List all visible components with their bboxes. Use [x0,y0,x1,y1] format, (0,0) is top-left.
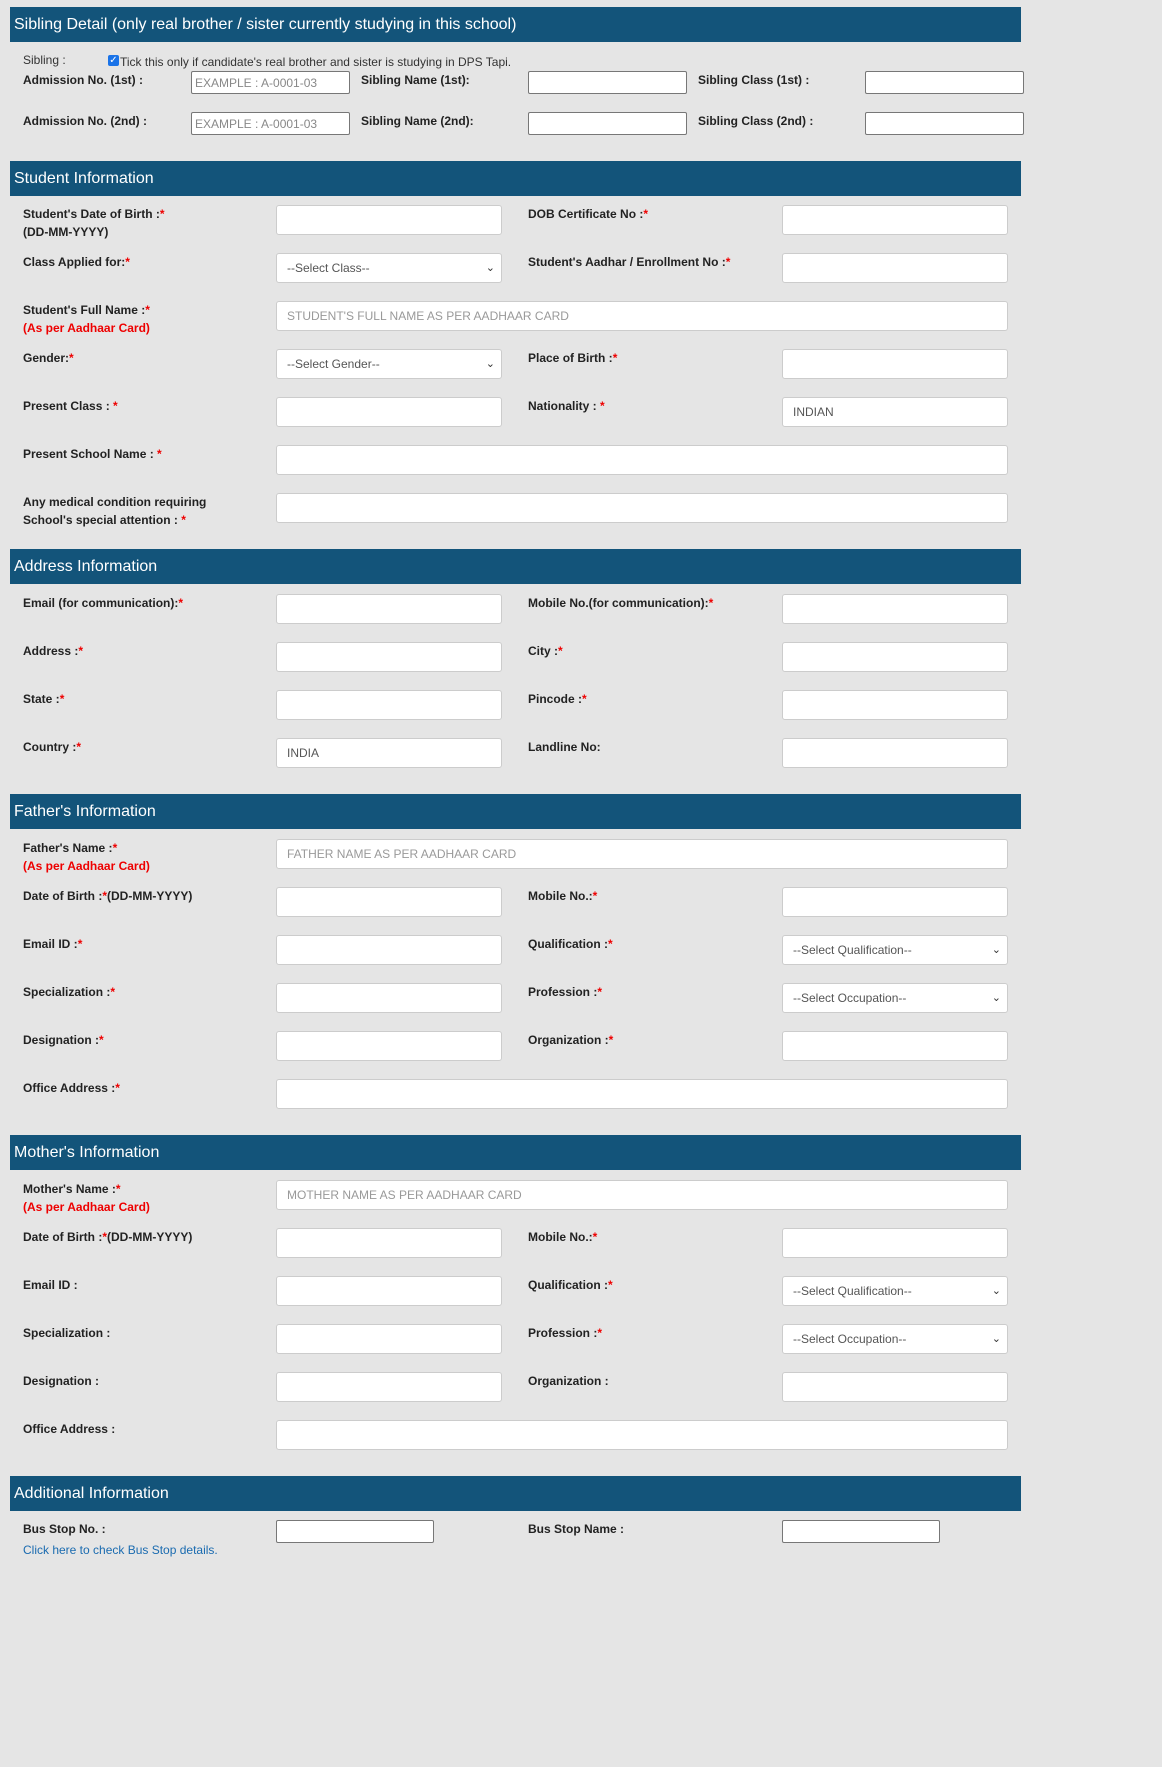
mother-office-address-input[interactable] [276,1420,1008,1450]
father-dob-label: Date of Birth :*(DD-MM-YYYY) [23,889,193,903]
sibling-name-2-label: Sibling Name (2nd): [361,114,474,128]
country-input[interactable] [276,738,502,768]
mother-qualification-select[interactable]: --Select Qualification-- ⌄ [782,1276,1008,1306]
father-organization-input[interactable] [782,1031,1008,1061]
student-dob-input[interactable] [276,205,502,235]
father-name-label: Father's Name :* (As per Aadhaar Card) [23,841,150,873]
student-section-header: Student Information [10,161,1021,196]
admission-2-input[interactable] [191,112,350,135]
address-label: Address :* [23,644,84,658]
medical-condition-input[interactable] [276,493,1008,523]
sibling-checkbox[interactable]: ✓ [109,55,118,66]
father-organization-label: Organization :* [528,1033,614,1047]
mother-designation-input[interactable] [276,1372,502,1402]
state-label: State :* [23,692,65,706]
present-school-label: Present School Name : * [23,447,162,461]
father-specialization-input[interactable] [276,983,502,1013]
mother-organization-label: Organization : [528,1374,609,1388]
chevron-down-icon: ⌄ [991,944,1001,956]
mother-specialization-input[interactable] [276,1324,502,1354]
chevron-down-icon: ⌄ [991,1333,1001,1345]
admission-1-input[interactable] [191,71,350,94]
mother-section-header: Mother's Information [10,1135,1021,1170]
mother-name-input[interactable] [276,1180,1008,1210]
medical-condition-label: Any medical condition requiring School's special attention : * [23,495,207,527]
sibling-section-header: Sibling Detail (only real brother / sister currently studying in this school) [10,7,1021,42]
father-dob-input[interactable] [276,887,502,917]
father-section-header: Father's Information [10,794,1021,829]
gender-select[interactable]: --Select Gender-- ⌄ [276,349,502,379]
chevron-down-icon: ⌄ [485,262,495,274]
father-office-address-input[interactable] [276,1079,1008,1109]
additional-section-header: Additional Information [10,1476,1021,1511]
sibling-name-1-label: Sibling Name (1st): [361,73,470,87]
father-mobile-label: Mobile No.:* [528,889,598,903]
father-name-input[interactable] [276,839,1008,869]
father-qualification-label: Qualification :* [528,937,613,951]
admission-2-label: Admission No. (2nd) : [23,114,147,128]
student-fullname-input[interactable] [276,301,1008,331]
country-label: Country :* [23,740,81,754]
father-mobile-input[interactable] [782,887,1008,917]
pincode-label: Pincode :* [528,692,587,706]
place-of-birth-label: Place of Birth :* [528,351,618,365]
city-input[interactable] [782,642,1008,672]
address-section-header: Address Information [10,549,1021,584]
sibling-name-1-input[interactable] [528,71,687,94]
mother-profession-select[interactable]: --Select Occupation-- ⌄ [782,1324,1008,1354]
student-aadhar-input[interactable] [782,253,1008,283]
bus-stop-name-label: Bus Stop Name : [528,1522,625,1536]
father-email-input[interactable] [276,935,502,965]
father-office-address-label: Office Address :* [23,1081,120,1095]
father-designation-label: Designation :* [23,1033,104,1047]
mother-office-address-label: Office Address : [23,1422,116,1436]
pincode-input[interactable] [782,690,1008,720]
mother-profession-label: Profession :* [528,1326,603,1340]
mother-organization-input[interactable] [782,1372,1008,1402]
mother-mobile-label: Mobile No.:* [528,1230,598,1244]
father-profession-select[interactable]: --Select Occupation-- ⌄ [782,983,1008,1013]
student-aadhar-label: Student's Aadhar / Enrollment No :* [528,255,731,269]
sibling-checkbox-text: Tick this only if candidate's real brother and sister is studying in DPS Tapi. [120,55,512,69]
father-profession-label: Profession :* [528,985,603,999]
bus-stop-no-input[interactable] [276,1520,434,1543]
father-designation-input[interactable] [276,1031,502,1061]
student-fullname-label: Student's Full Name :* (As per Aadhaar Card) [23,303,150,335]
place-of-birth-input[interactable] [782,349,1008,379]
present-class-label: Present Class : * [23,399,118,413]
chevron-down-icon: ⌄ [991,1285,1001,1297]
bus-stop-name-input[interactable] [782,1520,940,1543]
mother-qualification-label: Qualification :* [528,1278,613,1292]
mother-email-label: Email ID : [23,1278,78,1292]
nationality-input[interactable] [782,397,1008,427]
class-applied-label: Class Applied for:* [23,255,130,269]
mother-specialization-label: Specialization : [23,1326,111,1340]
mother-email-input[interactable] [276,1276,502,1306]
mother-dob-label: Date of Birth :*(DD-MM-YYYY) [23,1230,193,1244]
mother-name-label: Mother's Name :* (As per Aadhaar Card) [23,1182,150,1214]
state-input[interactable] [276,690,502,720]
sibling-class-2-input[interactable] [865,112,1024,135]
gender-label: Gender:* [23,351,74,365]
bus-stop-details-link[interactable]: Click here to check Bus Stop details. [23,1543,218,1557]
dob-certificate-label: DOB Certificate No :* [528,207,649,221]
landline-input[interactable] [782,738,1008,768]
city-label: City :* [528,644,563,658]
dob-certificate-input[interactable] [782,205,1008,235]
student-dob-label: Student's Date of Birth :* (DD-MM-YYYY) [23,207,165,239]
father-email-label: Email ID :* [23,937,83,951]
sibling-label: Sibling : [23,53,66,67]
email-input[interactable] [276,594,502,624]
landline-label: Landline No: [528,740,601,754]
bus-stop-no-label: Bus Stop No. : [23,1522,106,1536]
present-class-input[interactable] [276,397,502,427]
mother-dob-input[interactable] [276,1228,502,1258]
father-specialization-label: Specialization :* [23,985,116,999]
email-label: Email (for communication):* [23,596,184,610]
sibling-name-2-input[interactable] [528,112,687,135]
mobile-label: Mobile No.(for communication):* [528,596,714,610]
mother-designation-label: Designation : [23,1374,100,1388]
father-qualification-select[interactable]: --Select Qualification-- ⌄ [782,935,1008,965]
chevron-down-icon: ⌄ [485,358,495,370]
mother-mobile-input[interactable] [782,1228,1008,1258]
address-input[interactable] [276,642,502,672]
present-school-input[interactable] [276,445,1008,475]
sibling-class-1-label: Sibling Class (1st) : [698,73,810,87]
sibling-class-1-input[interactable] [865,71,1024,94]
sibling-class-2-label: Sibling Class (2nd) : [698,114,814,128]
chevron-down-icon: ⌄ [991,992,1001,1004]
class-applied-select[interactable]: --Select Class-- ⌄ [276,253,502,283]
admission-1-label: Admission No. (1st) : [23,73,144,87]
nationality-label: Nationality : * [528,399,605,413]
mobile-input[interactable] [782,594,1008,624]
